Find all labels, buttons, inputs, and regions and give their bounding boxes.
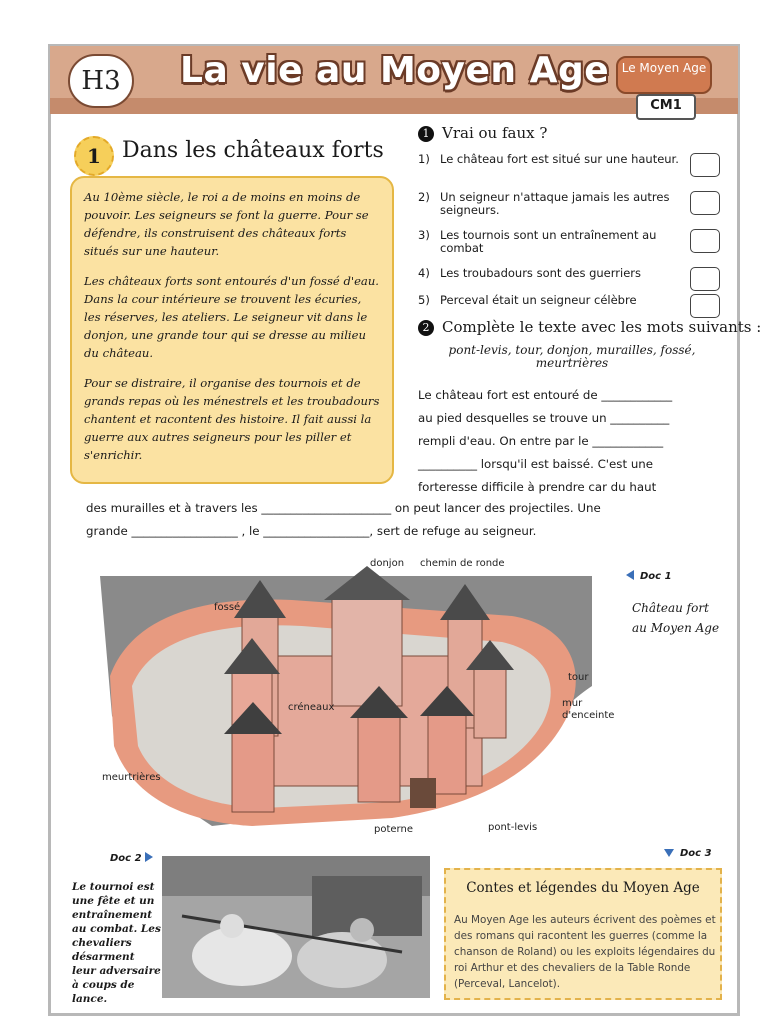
legends-box <box>444 868 722 1000</box>
list-item <box>418 226 726 264</box>
tower <box>474 668 506 738</box>
lesson-paragraph: Au 10ème siècle, le roi a de moins en moins de pouvoir. Les seigneurs se font la guerre. Pour se défendre, ils construisent des châteaux forts situés sur une hauteur. <box>84 190 369 258</box>
doc1-label <box>626 570 672 582</box>
label-fosse: fossé <box>214 602 241 613</box>
doc3-label-text: Doc 3 <box>680 848 712 859</box>
label-poterne: poterne <box>374 824 413 835</box>
list-item <box>418 291 726 318</box>
doc2-label <box>110 852 159 864</box>
exercise2-title-text: Complète le texte avec les mots suivants : <box>442 318 762 336</box>
label-meurtrieres: meurtrières <box>102 772 161 783</box>
label-creneaux: créneaux <box>288 702 335 713</box>
tower <box>358 716 400 802</box>
tower <box>232 732 274 812</box>
exercise1-number: 1 <box>418 126 434 142</box>
keep-tower <box>332 596 402 706</box>
doc1-label-text: Doc 1 <box>640 571 672 582</box>
lesson-paragraph: Les châteaux forts sont entourés d'un fossé d'eau. Dans la cour intérieure se trouvent les écuries, les réserves, les ateliers. Le seigneur vit dans le donjon, une grande tour qui se dresse au milieu du château. <box>84 274 379 360</box>
item-text: Perceval était un seigneur célèbre <box>440 293 637 307</box>
list-item <box>418 264 726 291</box>
fill-line[interactable]: rempli d'eau. On entre par le ____________ <box>418 434 664 448</box>
answer-checkbox[interactable] <box>690 294 720 318</box>
doc3-label <box>664 848 712 859</box>
lesson-text-box <box>70 176 394 484</box>
lesson-paragraph: Pour se distraire, il organise des tournois et de grands repas où les ménestrels et les troubadours chantent et racontent des histoire. Il fait aussi la guerre aux autres seigneurs pour les piller et s'enrichir. <box>84 376 380 462</box>
tournament-image <box>162 856 430 998</box>
item-text: Les tournois sont un entraînement au combat <box>440 228 657 255</box>
list-item <box>418 150 726 188</box>
level-badge: CM1 <box>636 94 696 120</box>
exercise1-title <box>418 124 547 142</box>
item-number: 5) <box>418 293 430 307</box>
item-number: 1) <box>418 152 430 166</box>
fill-line[interactable]: __________ lorsqu'il est baissé. C'est une <box>418 457 654 471</box>
exercise2-number: 2 <box>418 320 434 336</box>
list-item <box>418 188 726 226</box>
label-pont-levis: pont-levis <box>488 822 538 833</box>
label-tour: tour <box>568 672 589 683</box>
page-header <box>50 46 738 114</box>
theme-badge: Le Moyen Age <box>616 56 712 94</box>
fill-line[interactable]: Le château fort est entouré de ____________ <box>418 388 673 402</box>
answer-checkbox[interactable] <box>690 267 720 291</box>
answer-checkbox[interactable] <box>690 191 720 215</box>
fill-in-text <box>418 384 728 499</box>
true-false-list <box>418 150 726 318</box>
section-number: 1 <box>74 136 114 176</box>
legends-title: Contes et légendes du Moyen Age <box>466 880 700 896</box>
pointer-arrow-icon <box>664 849 674 857</box>
fill-line[interactable]: des murailles et à travers les ______________________ on peut lancer des projectiles. Une <box>86 501 601 515</box>
fill-line[interactable]: grande __________________ , le __________________, sert de refuge au seigneur. <box>86 524 537 538</box>
page-title: La vie au Moyen Age <box>180 50 610 91</box>
item-text: Les troubadours sont des guerriers <box>440 266 641 280</box>
word-bank: pont-levis, tour, donjon, murailles, fossé, meurtrières <box>448 343 696 370</box>
label-mur-enceinte: mur d'enceinte <box>562 698 615 721</box>
fill-line[interactable]: forteresse difficile à prendre car du haut <box>418 480 657 494</box>
section-title: Dans les châteaux forts <box>122 138 384 163</box>
exercise2-title <box>418 318 761 336</box>
answer-checkbox[interactable] <box>690 229 720 253</box>
castle-drawing <box>92 556 610 842</box>
tournament-drawing <box>162 856 430 998</box>
castle-illustration <box>92 556 615 842</box>
item-number: 4) <box>418 266 430 280</box>
exercise1-title-text: Vrai ou faux ? <box>442 124 548 142</box>
fill-in-text-wide <box>86 497 726 543</box>
doc2-label-text: Doc 2 <box>110 853 142 864</box>
header-band <box>50 98 738 114</box>
label-chemin-de-ronde: chemin de ronde <box>420 558 505 569</box>
doc2-caption: Le tournoi est une fête et un entraînement au combat. Les chevaliers désarment leur adversaire à coups de lance. <box>72 881 161 1005</box>
fill-line[interactable]: au pied desquelles se trouve un __________ <box>418 411 670 425</box>
item-text: Le château fort est situé sur une hauteur. <box>440 152 679 166</box>
item-number: 3) <box>418 228 430 242</box>
pointer-arrow-icon <box>145 852 153 862</box>
drawbridge <box>410 778 436 808</box>
doc1-caption: Château fort au Moyen Age <box>632 601 720 635</box>
answer-checkbox[interactable] <box>690 153 720 177</box>
pointer-arrow-icon <box>626 570 634 580</box>
label-donjon: donjon <box>370 558 405 569</box>
lesson-code: H3 <box>68 54 134 108</box>
item-text: Un seigneur n'attaque jamais les autres seigneurs. <box>440 190 670 217</box>
legends-text: Au Moyen Age les auteurs écrivent des poèmes et des romans qui racontent les guerres (comme la chanson de Roland) ou les exploits légendaires du roi Arthur et des chevaliers de la Table Ronde (Perceval, Lancelot). <box>454 914 716 990</box>
item-number: 2) <box>418 190 430 204</box>
